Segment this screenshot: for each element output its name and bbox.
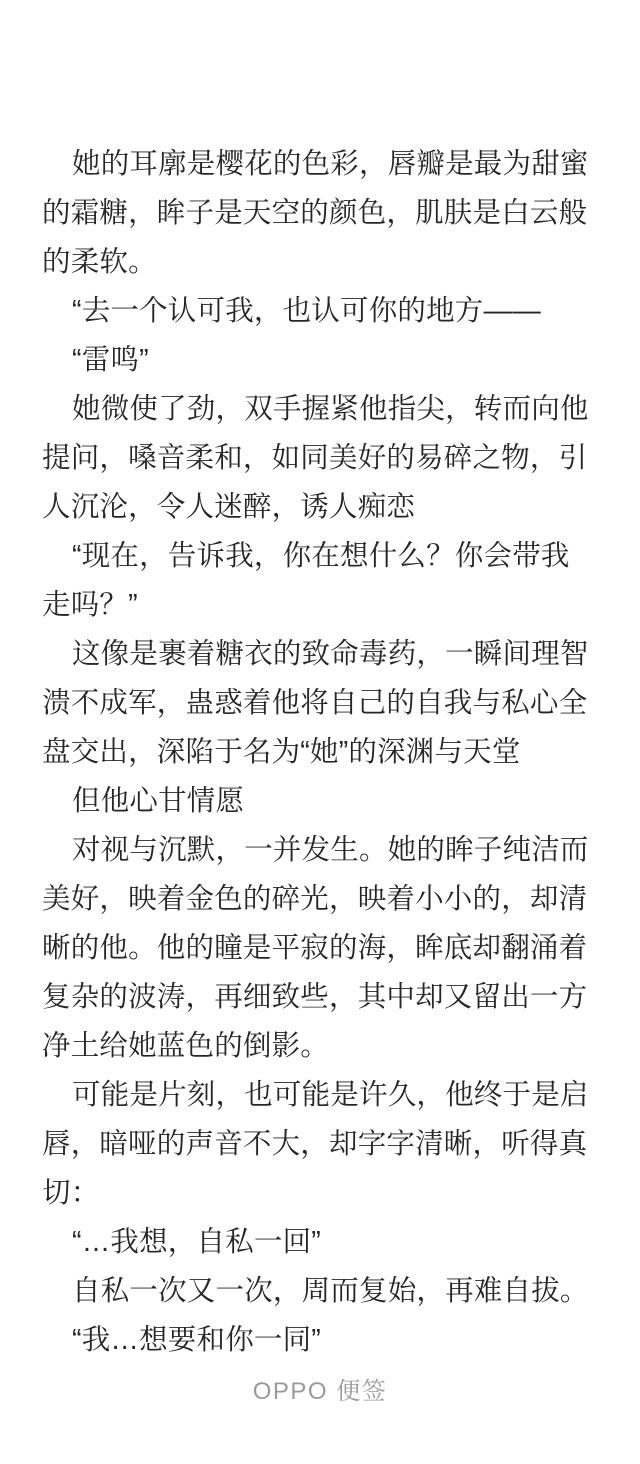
note-paragraph: 但他心甘情愿 [72,785,245,817]
note-paragraph: “我…想要和你一同” [72,1324,321,1356]
note-paragraph: “现在，告诉我，你在想什么？你会带我走吗？” [42,540,570,621]
note-paragraph: “…我想，自私一回” [72,1226,321,1258]
note-paragraph: “雷鸣” [72,344,149,376]
note-footer [42,1371,598,1464]
note-paragraph: 她微使了劲，双手握紧他指尖，转而向他提问，嗓音柔和，如同美好的易碎之物，引人沉沦，令人迷醉，诱人痴恋 [42,393,589,523]
note-paragraph: 可能是片刻，也可能是许久，他终于是启唇，暗哑的声音不大，却字字清晰，听得真切： [42,1079,589,1209]
note-paragraph: 自私一次又一次，周而复始，再难自拔。 [72,1275,589,1307]
note-paragraph: 这像是裹着糖衣的致命毒药，一瞬间理智溃不成军，蛊惑着他将自己的自我与私心全盘交出，深陷于名为“她”的深渊与天堂 [42,638,589,768]
note-paragraph: 对视与沉默，一并发生。她的眸子纯洁而美好，映着金色的碎光，映着小小的，却清晰的他。他的瞳是平寂的海，眸底却翻涌着复杂的波涛，再细致些，其中却又留出一方净土给她蓝色的倒影。 [42,834,589,1062]
oppo-notes-watermark: OPPO 便签 [252,1378,388,1405]
note-paragraph: “去一个认可我，也认可你的地方—— [72,295,541,327]
note-content [42,140,598,1371]
note-paragraph: 她的耳廓是樱花的色彩，唇瓣是最为甜蜜的霜糖，眸子是天空的颜色，肌肤是白云般的柔软。 [42,148,589,278]
